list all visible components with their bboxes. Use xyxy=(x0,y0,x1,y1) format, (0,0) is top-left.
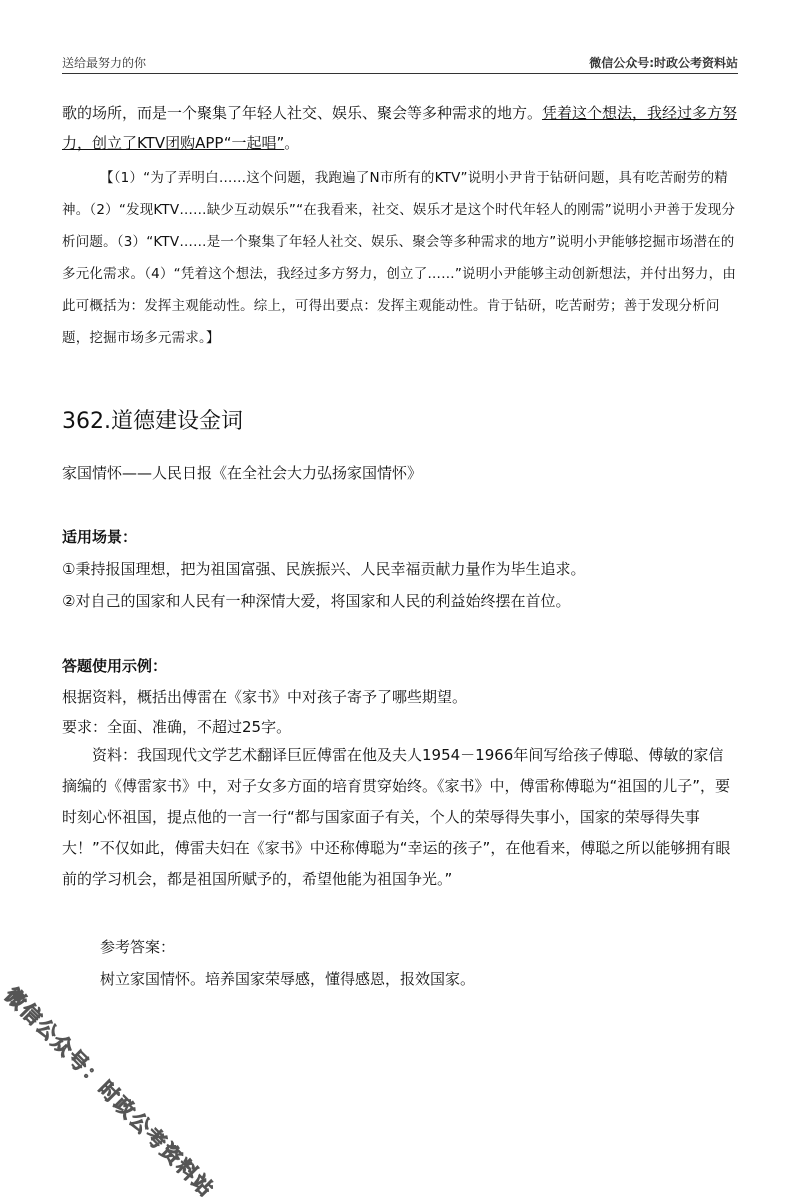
scene-item-2: ②对自己的国家和人民有一种深情大爱，将国家和人民的利益始终摆在首位。 xyxy=(62,592,571,610)
header-left-text: 送给最努力的你 xyxy=(62,56,147,70)
question-text: 根据资料，概括出傅雷在《家书》中对孩子寄予了哪些期望。 xyxy=(62,688,468,706)
scene-label: 适用场景： xyxy=(62,528,138,546)
header-divider xyxy=(62,73,738,74)
section-title: 362.道德建设金词 xyxy=(62,409,243,434)
analysis-paragraph: 【（1）“为了弄明白……这个问题，我跑遍了N市所有的KTV”说明小尹肯于钻研问题，具有吃苦耐劳的精神。（2）“发现KTV……缺少互动娱乐”“在我看来，社交、娱乐才是这个时代年轻人的刚需”说明小尹善于发现分析问题。（3）“KTV……是一个聚集了年轻人社交、娱乐、聚会等多种需求的地方”说明小尹能够挖掘市场潜在的多元化需求。（4）“凭着这个想法，我经过多方努力，创立了……”说明小尹能够主动创新想法，并付出努力，由此可概括为：发挥主观能动性。综上，可得出要点：发挥主观能动性。肯于钻研，吃苦耐劳；善于发现分析问题，挖掘市场多元需求。】 xyxy=(62,170,737,346)
intro-underlined-text: 凭着这个想法，我经过多方努力，创立了KTV团购APP“一起唱” xyxy=(62,104,738,152)
intro-paragraph xyxy=(62,98,738,158)
watermark-text: 微信公众号：时政公考资料站 xyxy=(0,982,220,1203)
material-paragraph: 资料：我国现代文学艺术翻译巨匠傅雷在他及夫人1954－1966年间写给孩子傅聪、傅敏的家信摘编的《傅雷家书》中，对子女多方面的培育贯穿始终。《家书》中，傅雷称傅聪为“祖国的儿子”，要时刻心怀祖国，提点他的一言一行“都与国家面子有关，个人的荣辱得失事小，国家的荣辱得失事大！”不仅如此，傅雷夫妇在《家书》中还称傅聪为“幸运的孩子”，在他看来，傅聪之所以能够拥有眼前的学习机会，都是祖国所赋予的，希望他能为祖国争光。” xyxy=(62,746,731,888)
requirement-text: 要求：全面、准确，不超过25字。 xyxy=(62,718,292,736)
intro-end: 。 xyxy=(284,134,300,152)
answer-label: 参考答案： xyxy=(100,938,176,956)
source-line: 家国情怀——人民日报《在全社会大力弘扬家国情怀》 xyxy=(62,464,423,482)
scene-item-1: ①秉持报国理想，把为祖国富强、民族振兴、人民幸福贡献力量作为毕生追求。 xyxy=(62,560,586,578)
example-label: 答题使用示例： xyxy=(62,657,168,675)
header-right-text: 微信公众号:时政公考资料站 xyxy=(589,56,738,70)
answer-text: 树立家国情怀。培养国家荣辱感，懂得感恩，报效国家。 xyxy=(100,970,476,988)
page-header xyxy=(62,52,738,72)
intro-text: 歌的场所，而是一个聚集了年轻人社交、娱乐、聚会等多种需求的地方。 xyxy=(62,104,543,122)
